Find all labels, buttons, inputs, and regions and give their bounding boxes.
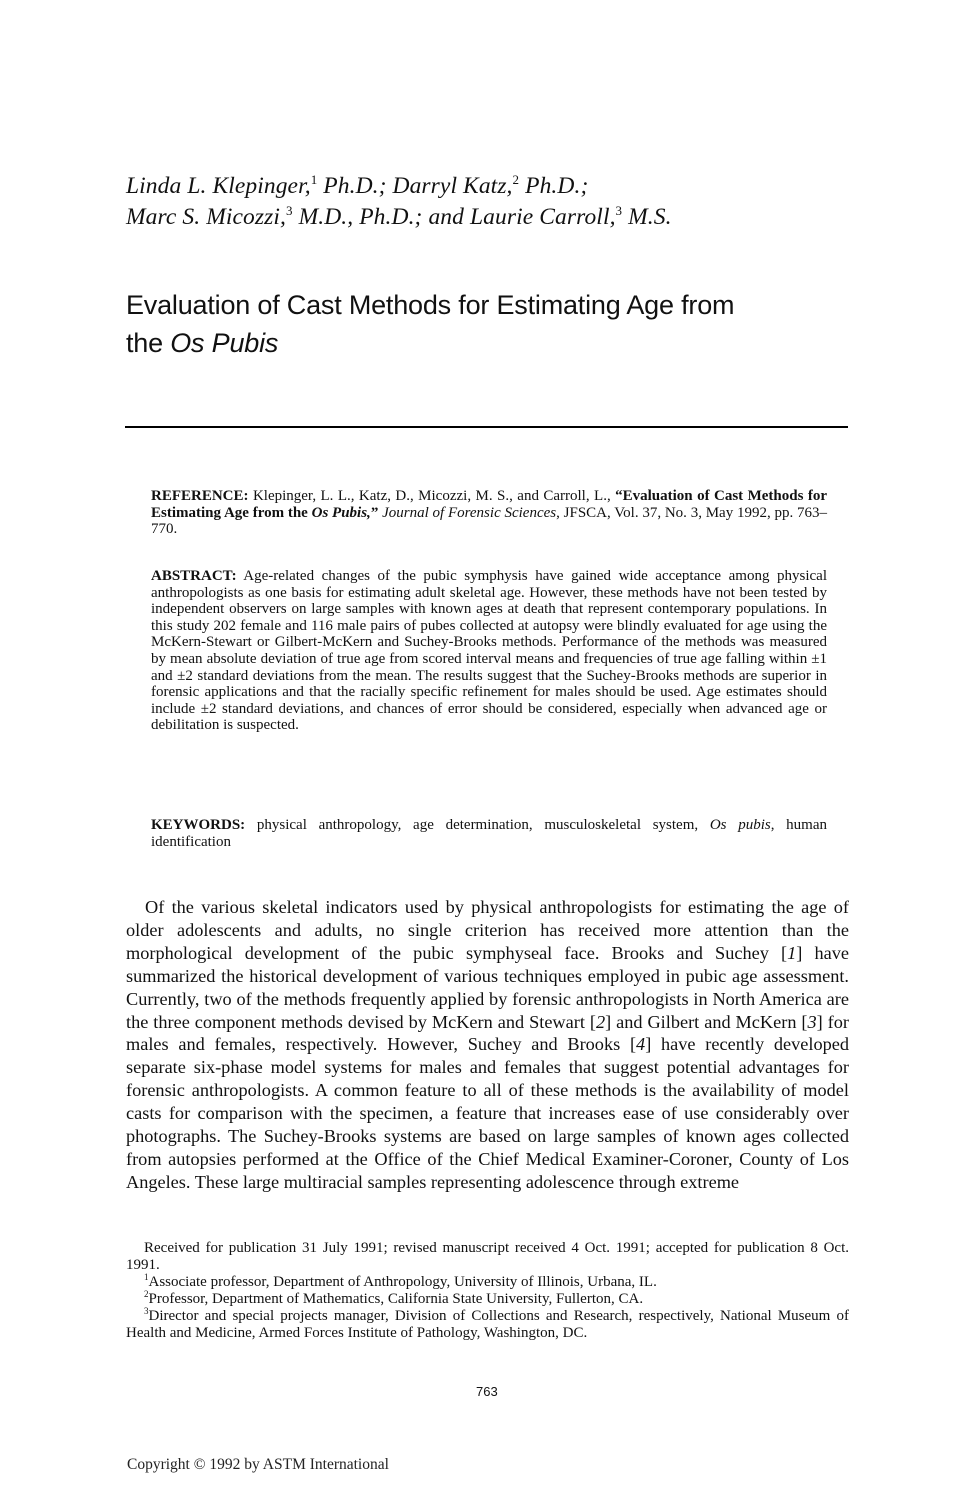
title-italic: Os Pubis <box>170 328 279 358</box>
citation-link[interactable]: 2 <box>595 1011 606 1032</box>
abstract-block <box>151 568 827 734</box>
footnote-1 <box>126 1271 849 1291</box>
author-name: Darryl Katz, <box>392 173 513 199</box>
title-text: the <box>126 328 171 358</box>
footnote-marker: 3 <box>144 1305 149 1316</box>
author-line-2 <box>126 202 866 233</box>
footnote-marker: 1 <box>144 1271 149 1282</box>
author-line-1 <box>126 171 866 202</box>
author-name: Laurie Carroll, <box>469 204 616 230</box>
reference-journal: Journal of Forensic Sciences <box>382 504 557 521</box>
footnotes <box>126 1240 849 1341</box>
reference-title: “Evaluation of Cast Methods for Estimating Age from the <box>151 488 827 521</box>
body-paragraph <box>126 896 849 1194</box>
title-divider <box>125 426 848 428</box>
citation-link[interactable]: 1 <box>787 942 797 963</box>
author-degree: M.D., Ph.D.; and <box>292 204 470 230</box>
reference-title-close: ” <box>370 504 383 521</box>
footnote-marker: 2 <box>144 1288 149 1299</box>
copyright-notice: Copyright © 1992 by ASTM International <box>127 1456 389 1473</box>
footnote-text: Professor, Department of Mathematics, California State University, Fullerton, CA. <box>148 1290 644 1307</box>
page-number: 763 <box>476 1384 498 1399</box>
reference-title-italic: Os Pubis, <box>311 504 371 521</box>
title-line-2 <box>126 324 866 362</box>
reference-block <box>151 488 827 538</box>
author-name: Marc S. Micozzi, <box>126 204 286 230</box>
author-degree: Ph.D.; <box>519 173 589 199</box>
affiliation-marker: 3 <box>285 203 293 218</box>
footnote-2 <box>126 1288 849 1308</box>
footnote-3 <box>126 1305 849 1342</box>
article-title <box>126 286 866 362</box>
citation-link[interactable]: 4 <box>636 1034 646 1055</box>
body-text-segment: ] have summarized the historical development of various techniques employed in pubic age assessment. Currently, two of the methods frequently applied by forensic anthropologists in North America are the three component methods devised by McKern and Stewart [ <box>126 942 850 1032</box>
body-text-segment: ] and Gilbert and McKern [ <box>605 1011 808 1032</box>
author-name: Linda L. Klepinger, <box>126 173 311 199</box>
keywords-text-end: , human identification <box>151 817 828 850</box>
keywords-italic: Os pubis <box>709 817 771 833</box>
author-degree: M.S. <box>622 204 672 230</box>
body-text <box>126 896 849 1194</box>
author-list <box>126 171 866 233</box>
received-note: Received for publication 31 July 1991; revised manuscript received 4 Oct. 1991; accepted for publication 8 Oct. 1991. <box>126 1240 849 1273</box>
footnote-text: Director and special projects manager, Division of Collections and Research, respectively, National Museum of Health and Medicine, Armed Forces Institute of Pathology, Washington, DC. <box>126 1307 849 1341</box>
author-degree: Ph.D.; <box>317 173 393 199</box>
abstract-label: ABSTRACT: <box>151 568 237 584</box>
footnote-text: Associate professor, Department of Anthropology, University of Illinois, Urbana, IL. <box>148 1273 657 1290</box>
affiliation-marker: 1 <box>310 172 318 187</box>
keywords-block <box>151 817 827 850</box>
keywords-text: physical anthropology, age determination, musculoskeletal system, <box>245 817 710 833</box>
affiliation-marker: 2 <box>512 172 520 187</box>
affiliation-marker: 3 <box>615 203 623 218</box>
body-text-segment: ] have recently developed separate six-phase model systems for males and females that suggest potential advantages for forensic anthropologists. A common feature to all of these methods is the availability of model casts for comparison with the specimen, a feature that increases ease of use considerably over photographs. The Suchey-Brooks systems are based on large samples of known ages collected from autopsies performed at the Office of the Chief Medical Examiner-Coroner, County of Los Angeles. These large multiracial samples representing adolescence through extreme <box>126 1034 850 1192</box>
keywords-label: KEYWORDS: <box>151 817 246 833</box>
body-text-segment: Of the various skeletal indicators used by physical anthropologists for estimating the age of older adolescents and adults, no single criterion has received more attention than the morphological development of the pubic symphyseal face. Brooks and Suchey [ <box>126 897 849 963</box>
reference-label: REFERENCE: <box>151 488 249 504</box>
body-text-segment: ] for males and females, respectively. However, Suchey and Brooks [ <box>126 1011 849 1055</box>
reference-authors: Klepinger, L. L., Katz, D., Micozzi, M. S., and Carroll, L., <box>248 488 616 504</box>
reference-details: , JFSCA, Vol. 37, No. 3, May 1992, pp. 763–770. <box>151 504 828 538</box>
abstract-text: Age-related changes of the pubic symphysis have gained wide acceptance among physical anthropologists as one basis for estimating adult skeletal age. However, these methods have not been tested by independent observers on large samples with known ages at death that represent contemporary populations. In this study 202 female and 116 male pairs of pubes collected at autopsy were blindly evaluated for age using the McKern-Stewart or Gilbert-McKern and Suchey-Brooks methods. Performance of the methods was measured by mean absolute deviation of true age from scored interval means and frequencies of true age falling within ±1 and ±2 standard deviations from the mean. The results suggest that the Suchey-Brooks methods are superior in forensic applications and that the racially specific refinement for males should be used. Age estimates should include ±2 standard deviations, and chances of error should be considered, especially when advanced age or debilitation is suspected. <box>151 568 827 734</box>
citation-link[interactable]: 3 <box>807 1011 817 1032</box>
title-line-1: Evaluation of Cast Methods for Estimating Age from <box>126 290 735 320</box>
